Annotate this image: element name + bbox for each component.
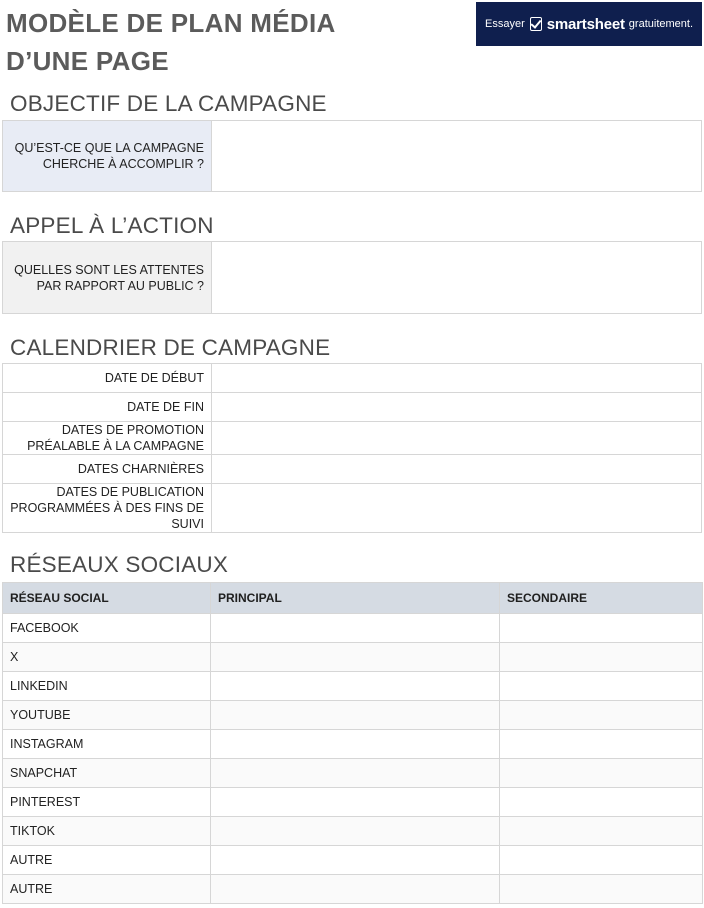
network-name: YOUTUBE: [3, 701, 211, 730]
banner-suffix: gratuitement.: [628, 18, 693, 30]
primary-cell[interactable]: [211, 817, 500, 846]
table-row: [3, 759, 703, 788]
calendar-label-key-dates: DATES CHARNIÈRES: [3, 455, 212, 484]
network-name: TIKTOK: [3, 817, 211, 846]
column-header-secondary: SECONDAIRE: [500, 583, 703, 614]
table-row: [3, 817, 703, 846]
network-name: X: [3, 643, 211, 672]
calendar-field-pre-promotion[interactable]: [212, 422, 702, 455]
calendar-label-pre-promotion: DATES DE PROMOTION PRÉALABLE À LA CAMPAGNE: [3, 422, 212, 455]
calendar-label-end-date: DATE DE FIN: [3, 393, 212, 422]
objective-heading: OBJECTIF DE LA CAMPAGNE: [10, 91, 327, 116]
calendar-field-end-date[interactable]: [212, 393, 702, 422]
network-name: SNAPCHAT: [3, 759, 211, 788]
column-header-network: RÉSEAU SOCIAL: [3, 583, 211, 614]
secondary-cell[interactable]: [500, 846, 703, 875]
banner-brand: smartsheet: [546, 15, 625, 33]
objective-field[interactable]: [212, 121, 702, 192]
table-row: [3, 788, 703, 817]
primary-cell[interactable]: [211, 672, 500, 701]
calendar-field-start-date[interactable]: [212, 364, 702, 393]
table-row: [3, 643, 703, 672]
primary-cell[interactable]: [211, 788, 500, 817]
table-row: [3, 701, 703, 730]
cta-heading: APPEL À L’ACTION: [10, 213, 214, 238]
secondary-cell[interactable]: [500, 614, 703, 643]
primary-cell[interactable]: [211, 614, 500, 643]
primary-cell[interactable]: [211, 730, 500, 759]
calendar-label-publication-dates: DATES DE PUBLICATION PROGRAMMÉES À DES FINS DE SUIVI: [3, 484, 212, 533]
calendar-label-start-date: DATE DE DÉBUT: [3, 364, 212, 393]
cta-label: QUELLES SONT LES ATTENTES PAR RAPPORT AU PUBLIC ?: [3, 242, 212, 314]
calendar-field-key-dates[interactable]: [212, 455, 702, 484]
page-title-line-1: MODÈLE DE PLAN MÉDIA: [6, 8, 336, 38]
secondary-cell[interactable]: [500, 759, 703, 788]
table-row: [3, 730, 703, 759]
table-row: [3, 672, 703, 701]
social-heading: RÉSEAUX SOCIAUX: [10, 552, 229, 577]
column-header-primary: PRINCIPAL: [211, 583, 500, 614]
secondary-cell[interactable]: [500, 875, 703, 904]
table-row: [3, 846, 703, 875]
primary-cell[interactable]: [211, 759, 500, 788]
table-row: [3, 875, 703, 904]
calendar-table: [2, 363, 702, 533]
network-name: LINKEDIN: [3, 672, 211, 701]
primary-cell[interactable]: [211, 701, 500, 730]
cta-field[interactable]: [212, 242, 702, 314]
calendar-field-publication-dates[interactable]: [212, 484, 702, 533]
primary-cell[interactable]: [211, 643, 500, 672]
network-name: PINTEREST: [3, 788, 211, 817]
calendar-heading: CALENDRIER DE CAMPAGNE: [10, 335, 331, 360]
cta-table: [2, 241, 702, 314]
objective-label: QU’EST-CE QUE LA CAMPAGNE CHERCHE À ACCOMPLIR ?: [3, 121, 212, 192]
primary-cell[interactable]: [211, 846, 500, 875]
secondary-cell[interactable]: [500, 788, 703, 817]
network-name: INSTAGRAM: [3, 730, 211, 759]
secondary-cell[interactable]: [500, 672, 703, 701]
banner-prefix: Essayer: [485, 18, 525, 30]
page-title-line-2: D’UNE PAGE: [6, 46, 169, 76]
secondary-cell[interactable]: [500, 730, 703, 759]
objective-table: [2, 120, 702, 192]
primary-cell[interactable]: [211, 875, 500, 904]
network-name: FACEBOOK: [3, 614, 211, 643]
secondary-cell[interactable]: [500, 817, 703, 846]
social-table: [2, 582, 703, 904]
network-name: AUTRE: [3, 875, 211, 904]
page-title: [6, 4, 336, 80]
checkmark-icon: [530, 17, 542, 31]
table-row: [3, 614, 703, 643]
secondary-cell[interactable]: [500, 643, 703, 672]
smartsheet-trial-banner[interactable]: [476, 2, 702, 46]
secondary-cell[interactable]: [500, 701, 703, 730]
network-name: AUTRE: [3, 846, 211, 875]
